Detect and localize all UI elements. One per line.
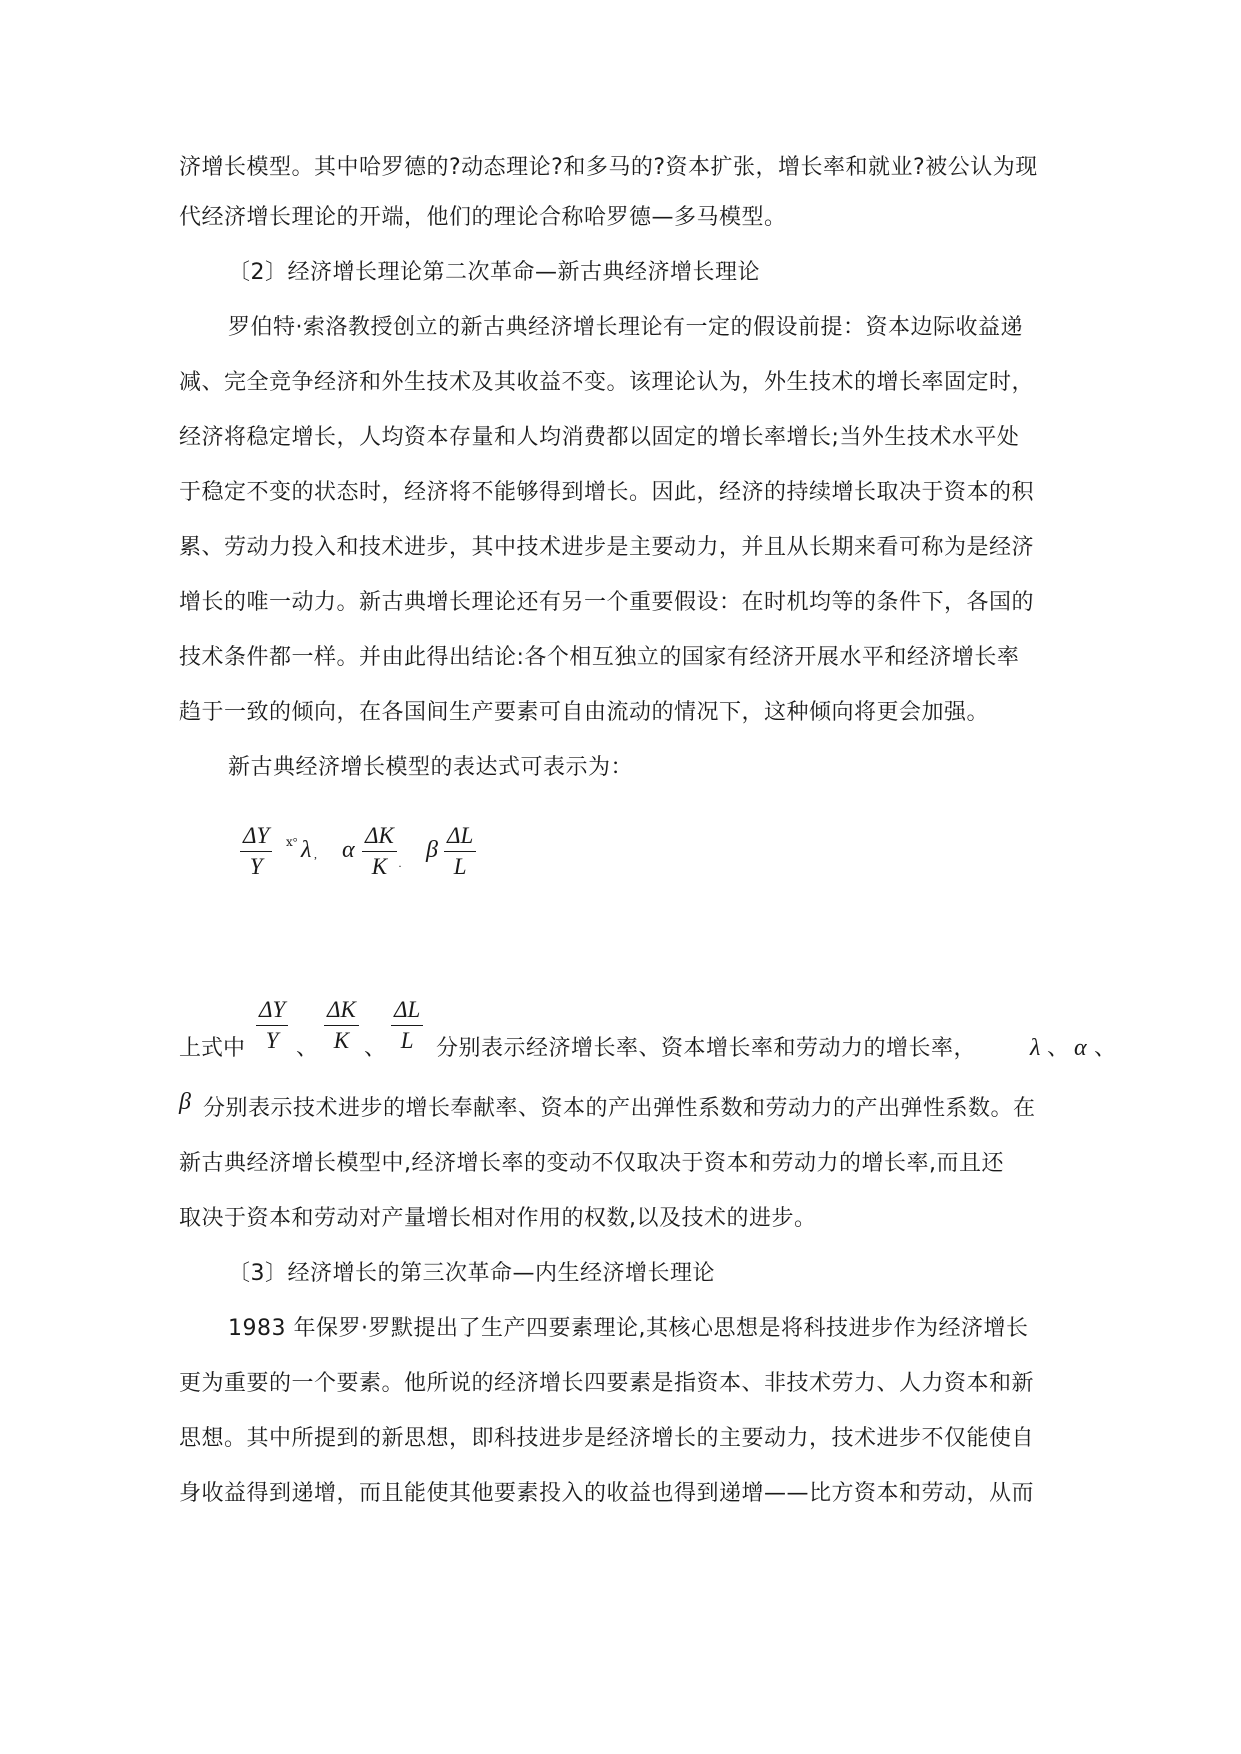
fraction-numerator: ΔY: [240, 823, 272, 852]
list-separator: 、: [364, 1036, 387, 1061]
paragraph-line: 经济将稳定增长，人均资本存量和人均消费都以固定的增长率增长;当外生技术水平处: [179, 425, 1020, 450]
paragraph-line: 累、劳动力投入和技术进步，其中技术进步是主要动力，并且从长期来看可称为是经济: [179, 535, 1035, 560]
output-growth-fraction: [240, 823, 272, 880]
labor-growth-fraction: [444, 823, 476, 880]
paragraph-line: 罗伯特·索洛教授创立的新古典经济增长理论有一定的假设前提：资本边际收益递: [228, 315, 1023, 340]
fraction-numerator: ΔL: [444, 823, 476, 852]
paragraph-line: 趋于一致的倾向，在各国间生产要素可自由流动的情况下，这种倾向将更会加强。: [179, 700, 990, 725]
beta-symbol: β: [426, 837, 438, 863]
fraction-numerator: ΔL: [391, 997, 423, 1026]
paragraph-line: 新古典经济增长模型中,经济增长率的变动不仅取决于资本和劳动力的增长率,而且还: [179, 1151, 1004, 1176]
alpha-symbol: α: [342, 837, 355, 863]
fraction-denominator: Y: [265, 1028, 279, 1053]
paragraph-line: 技术条件都一样。并由此得出结论:各个相互独立的国家有经济开展水平和经济增长率: [179, 645, 1020, 670]
section-heading-2: 〔2〕经济增长理论第二次革命—新古典经济增长理论: [228, 260, 760, 285]
formula-intro: 新古典经济增长模型的表达式可表示为：: [228, 755, 634, 780]
explain-prefix: 上式中: [179, 1036, 246, 1061]
paragraph-line: 更为重要的一个要素。他所说的经济增长四要素是指资本、非技术劳力、人力资本和新: [179, 1371, 1035, 1396]
formula-dot: ·: [398, 859, 402, 873]
paragraph-line: 于稳定不变的状态时，经济将不能够得到增长。因此，经济的持续增长取决于资本的积: [179, 480, 1035, 505]
paragraph-line: 身收益得到递增，而且能使其他要素投入的收益也得到递增——比方资本和劳动，从而: [179, 1481, 1035, 1506]
explain-suffix: 分别表示经济增长率、资本增长率和劳动力的增长率，: [436, 1036, 977, 1061]
fraction-denominator: K: [371, 854, 388, 879]
paragraph-line: 代经济增长理论的开端，他们的理论合称哈罗德—多马模型。: [179, 205, 787, 230]
lambda-symbol: λ: [301, 837, 312, 863]
list-separator: 、: [1047, 1036, 1070, 1061]
fraction-denominator: Y: [249, 854, 263, 879]
lambda-symbol: λ: [1030, 1035, 1041, 1061]
output-growth-fraction-inline: [256, 997, 288, 1054]
paragraph-line: 增长的唯一动力。新古典增长理论还有另一个重要假设：在时机均等的条件下，各国的: [179, 590, 1035, 615]
beta-explanation: 分别表示技术进步的增长奉献率、资本的产出弹性系数和劳动力的产出弹性系数。在: [203, 1096, 1036, 1121]
fraction-denominator: L: [400, 1028, 414, 1053]
paragraph-line: 1983 年保罗·罗默提出了生产四要素理论,其核心思想是将科技进步作为经济增长: [228, 1316, 1029, 1341]
labor-growth-fraction-inline: [391, 997, 423, 1054]
paragraph-line: 济增长模型。其中哈罗德的?动态理论?和多马的?资本扩张，增长率和就业?被公认为现: [179, 155, 1038, 180]
list-separator: 、: [296, 1036, 319, 1061]
fraction-numerator: ΔK: [362, 823, 397, 852]
formula-separator: ,: [314, 847, 317, 861]
capital-growth-fraction: [362, 823, 397, 880]
fraction-denominator: K: [333, 1028, 350, 1053]
paragraph-line: 减、完全竞争经济和外生技术及其收益不变。该理论认为，外生技术的增长率固定时，: [179, 370, 1035, 395]
list-separator: 、: [1094, 1036, 1117, 1061]
fraction-numerator: ΔK: [324, 997, 359, 1026]
paragraph-line: 思想。其中所提到的新思想，即科技进步是经济增长的主要动力，技术进步不仅能使自: [179, 1426, 1035, 1451]
alpha-symbol: α: [1074, 1035, 1087, 1061]
capital-growth-fraction-inline: [324, 997, 359, 1054]
section-heading-3: 〔3〕经济增长的第三次革命—内生经济增长理论: [228, 1261, 715, 1286]
paragraph-line: 取决于资本和劳动对产量增长相对作用的权数,以及技术的进步。: [179, 1206, 817, 1231]
beta-symbol: β: [179, 1089, 191, 1115]
fraction-denominator: L: [453, 854, 467, 879]
garbled-symbol: ⅹ°: [286, 835, 298, 849]
fraction-numerator: ΔY: [256, 997, 288, 1026]
